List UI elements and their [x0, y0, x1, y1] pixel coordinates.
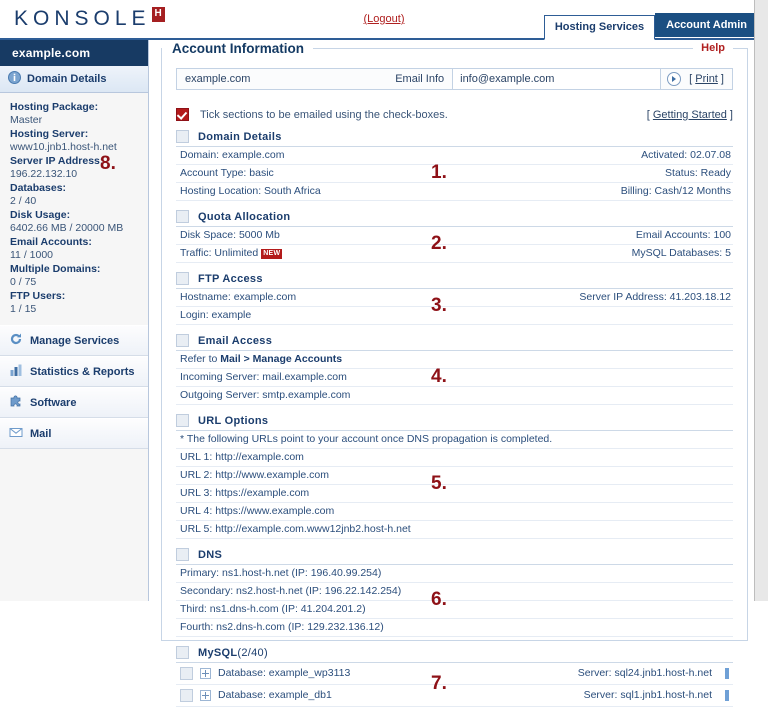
row-right: Server IP Address: 41.203.18.12 — [579, 291, 731, 303]
getting-started-wrap: [ Getting Started ] — [646, 108, 733, 121]
section-checkbox[interactable] — [176, 646, 189, 659]
stat-key: Multiple Domains: — [10, 263, 101, 275]
table-row — [176, 601, 733, 619]
envelope-icon — [9, 425, 23, 442]
annotation-7: 7. — [431, 672, 447, 694]
sidebar-item-label: Statistics & Reports — [30, 365, 135, 378]
row-left: Outgoing Server: smtp.example.com — [180, 389, 351, 401]
section-title: URL Options — [198, 414, 269, 427]
section-header — [176, 130, 733, 146]
table-row — [176, 467, 733, 485]
row-left: URL 3: https://example.com — [180, 487, 310, 499]
row-left: URL 5: http://example.com.www12jnb2.host-h.net — [180, 523, 411, 535]
sidebar-item-label: Software — [30, 396, 77, 409]
table-row — [176, 369, 733, 387]
section-header — [176, 210, 733, 226]
app-header — [0, 0, 768, 40]
info-icon — [8, 71, 21, 87]
puzzle-icon — [9, 394, 23, 411]
row-left-wrap — [180, 352, 731, 367]
section-rows — [176, 662, 733, 707]
annotation-4: 4. — [431, 365, 447, 387]
expand-plus-icon[interactable] — [200, 668, 211, 679]
section-title — [198, 647, 268, 659]
database-name: Database: example_wp3113 — [218, 667, 351, 679]
annotation-8: 8. — [100, 153, 116, 174]
section-header — [176, 548, 733, 564]
table-row — [176, 387, 733, 405]
section-rows — [176, 430, 733, 539]
domain-name-field[interactable]: example.com — [185, 73, 251, 85]
stat-value: 6402.66 MB / 20000 MB — [10, 222, 124, 234]
logout-link[interactable]: (Logout) — [363, 13, 405, 25]
database-server: Server: sql24.jnb1.host-h.net — [577, 667, 712, 679]
row-left-bold[interactable]: Mail > Manage Accounts — [220, 353, 343, 365]
stat-value: 196.22.132.10 — [10, 168, 78, 180]
section-checkbox[interactable] — [176, 334, 189, 347]
sidebar-item-mail[interactable] — [0, 418, 148, 449]
table-row — [176, 147, 733, 165]
sidebar-section-domain-details[interactable] — [0, 66, 148, 93]
section-title: Email Access — [198, 334, 273, 347]
tick-instruction-row — [176, 108, 733, 121]
row-right: MySQL Databases: 5 — [631, 247, 731, 259]
konsole-logo — [14, 8, 165, 30]
play-arrow-icon[interactable] — [667, 72, 681, 86]
page-title: Account Information — [164, 41, 313, 56]
database-server: Server: sql1.jnb1.host-h.net — [583, 689, 712, 701]
sidebar-stats — [0, 93, 148, 325]
table-row — [176, 663, 733, 685]
stat-key: Disk Usage: — [10, 209, 71, 221]
print-link[interactable]: Print — [695, 73, 718, 85]
sidebar-item-manage-services[interactable] — [0, 325, 148, 356]
section-checkbox[interactable] — [176, 130, 189, 143]
getting-started-link[interactable]: Getting Started — [652, 108, 727, 121]
sidebar-item-label: Mail — [30, 427, 52, 440]
new-badge: NEW — [263, 250, 281, 257]
annotation-1: 1. — [431, 161, 447, 183]
top-tabs — [544, 13, 758, 38]
section-mysql — [176, 646, 733, 707]
section-quota-allocation — [176, 210, 733, 263]
table-row — [176, 619, 733, 637]
email-go-wrap — [661, 69, 687, 89]
sidebar-section-label: Domain Details — [27, 73, 107, 85]
right-scroll-strip[interactable] — [754, 0, 768, 601]
info-icon[interactable] — [725, 668, 729, 679]
email-input[interactable]: info@example.com — [453, 69, 661, 89]
main-content — [149, 40, 768, 701]
logo-wordmark: KONSOLE — [14, 7, 151, 30]
section-header — [176, 272, 733, 288]
stat-key: Databases: — [10, 182, 67, 194]
row-left: Account Type: basic — [180, 167, 274, 179]
table-row — [176, 351, 733, 369]
section-domain-details — [176, 130, 733, 201]
stat-item — [10, 236, 148, 262]
tab-account-admin[interactable]: Account Admin — [655, 13, 758, 37]
stat-item — [10, 101, 148, 127]
section-checkbox[interactable] — [176, 210, 189, 223]
section-rows — [176, 226, 733, 263]
row-left: URL 2: http://www.example.com — [180, 469, 329, 481]
stat-key: Hosting Package: — [10, 101, 99, 113]
table-row — [176, 485, 733, 503]
row-left: URL 1: http://example.com — [180, 451, 304, 463]
row-left-wrap — [180, 246, 632, 261]
title-rule — [313, 48, 693, 49]
stat-key: FTP Users: — [10, 290, 66, 302]
section-checkbox[interactable] — [176, 548, 189, 561]
stat-item — [10, 128, 148, 154]
row-right: Email Accounts: 100 — [635, 229, 731, 241]
stat-key: Hosting Server: — [10, 128, 89, 140]
row-right: Billing: Cash/12 Months — [620, 185, 731, 197]
sidebar-item-label: Manage Services — [30, 334, 120, 347]
section-title: Domain Details — [198, 130, 282, 143]
refresh-icon — [9, 332, 23, 349]
table-row — [176, 245, 733, 263]
stat-item — [10, 155, 148, 181]
stat-key: Email Accounts: — [10, 236, 92, 248]
print-wrap: [ Print ] — [689, 73, 724, 85]
stat-value: 1 / 15 — [10, 303, 37, 315]
section-title: FTP Access — [198, 272, 263, 285]
bar-chart-icon — [9, 363, 23, 380]
account-info-panel — [161, 40, 748, 701]
section-header — [176, 646, 733, 662]
tick-all-checkbox[interactable] — [176, 108, 189, 121]
row-left: Primary: ns1.host-h.net (IP: 196.40.99.254) — [180, 567, 382, 579]
section-header — [176, 414, 733, 430]
row-left: Secondary: ns2.host-h.net (IP: 196.22.142.254) — [180, 585, 402, 597]
section-checkbox[interactable] — [176, 414, 189, 427]
row-left: URL 4: https://www.example.com — [180, 505, 335, 517]
row-left: Hostname: example.com — [180, 291, 297, 303]
row-left: Traffic: Unlimited — [180, 247, 259, 259]
section-header — [176, 334, 733, 350]
row-left: Hosting Location: South Africa — [180, 185, 321, 197]
row-left: Incoming Server: mail.example.com — [180, 371, 347, 383]
mysql-count: (2/40) — [237, 646, 268, 659]
row-left: Login: example — [180, 309, 252, 321]
row-left: Refer to — [180, 353, 221, 365]
logout-link-wrap[interactable] — [364, 13, 405, 25]
database-checkbox[interactable] — [180, 689, 193, 702]
database-name: Database: example_db1 — [218, 689, 332, 701]
table-row — [176, 565, 733, 583]
table-row — [176, 685, 733, 707]
sidebar-item-software[interactable] — [0, 387, 148, 418]
mysql-title: MySQL — [198, 646, 238, 659]
stat-value: 2 / 40 — [10, 195, 37, 207]
row-left: Third: ns1.dns-h.com (IP: 41.204.201.2) — [180, 603, 366, 615]
database-checkbox[interactable] — [180, 667, 193, 680]
table-row — [176, 307, 733, 325]
section-rows — [176, 288, 733, 325]
row-right: Status: Ready — [665, 167, 731, 179]
table-row — [176, 583, 733, 601]
section-title: DNS — [198, 548, 223, 561]
domain-email-bar — [176, 68, 733, 90]
panel-inner — [162, 58, 747, 707]
sidebar-item-statistics-reports[interactable] — [0, 356, 148, 387]
table-row — [176, 521, 733, 539]
table-row — [176, 431, 733, 449]
sidebar-domain-title: example.com — [0, 40, 148, 66]
row-left: Domain: example.com — [180, 149, 285, 161]
section-ftp-access — [176, 272, 733, 325]
page-body — [0, 40, 768, 701]
help-link[interactable]: Help — [693, 42, 733, 54]
annotation-5: 5. — [431, 472, 447, 494]
section-checkbox[interactable] — [176, 272, 189, 285]
table-row — [176, 289, 733, 307]
stat-key: Server IP Address: — [10, 155, 104, 167]
section-rows — [176, 146, 733, 201]
row-left: Fourth: ns2.dns-h.com (IP: 129.232.136.12) — [180, 621, 384, 633]
tab-hosting-services[interactable]: Hosting Services — [544, 15, 655, 40]
annotation-3: 3. — [431, 294, 447, 316]
table-row — [176, 183, 733, 201]
stat-value: 11 / 1000 — [10, 249, 54, 261]
section-rows — [176, 564, 733, 637]
stat-value: www10.jnb1.host-h.net — [10, 141, 117, 153]
row-left: * The following URLs point to your account once DNS propagation is completed. — [180, 433, 553, 445]
section-url-options — [176, 414, 733, 539]
section-title: Quota Allocation — [198, 210, 291, 223]
stat-item — [10, 209, 148, 235]
table-row — [176, 165, 733, 183]
title-rule-end — [733, 48, 747, 49]
tick-instruction-text: Tick sections to be emailed using the check-boxes. — [200, 108, 448, 121]
stat-item — [10, 182, 148, 208]
table-row — [176, 227, 733, 245]
table-row — [176, 503, 733, 521]
info-icon[interactable] — [725, 690, 729, 701]
stat-value: Master — [10, 114, 43, 126]
logo-h-badge: H — [152, 7, 165, 22]
row-right: Activated: 02.07.08 — [641, 149, 731, 161]
stat-item — [10, 290, 148, 316]
row-left: Disk Space: 5000 Mb — [180, 229, 280, 241]
stat-item — [10, 263, 148, 289]
expand-plus-icon[interactable] — [200, 690, 211, 701]
section-dns — [176, 548, 733, 637]
table-row — [176, 449, 733, 467]
stat-value: 0 / 75 — [10, 276, 37, 288]
annotation-2: 2. — [431, 232, 447, 254]
annotation-6: 6. — [431, 588, 447, 610]
panel-title-row — [162, 39, 747, 57]
section-email-access — [176, 334, 733, 405]
sidebar — [0, 40, 149, 601]
email-info-label: Email Info — [387, 69, 453, 89]
section-rows — [176, 350, 733, 405]
